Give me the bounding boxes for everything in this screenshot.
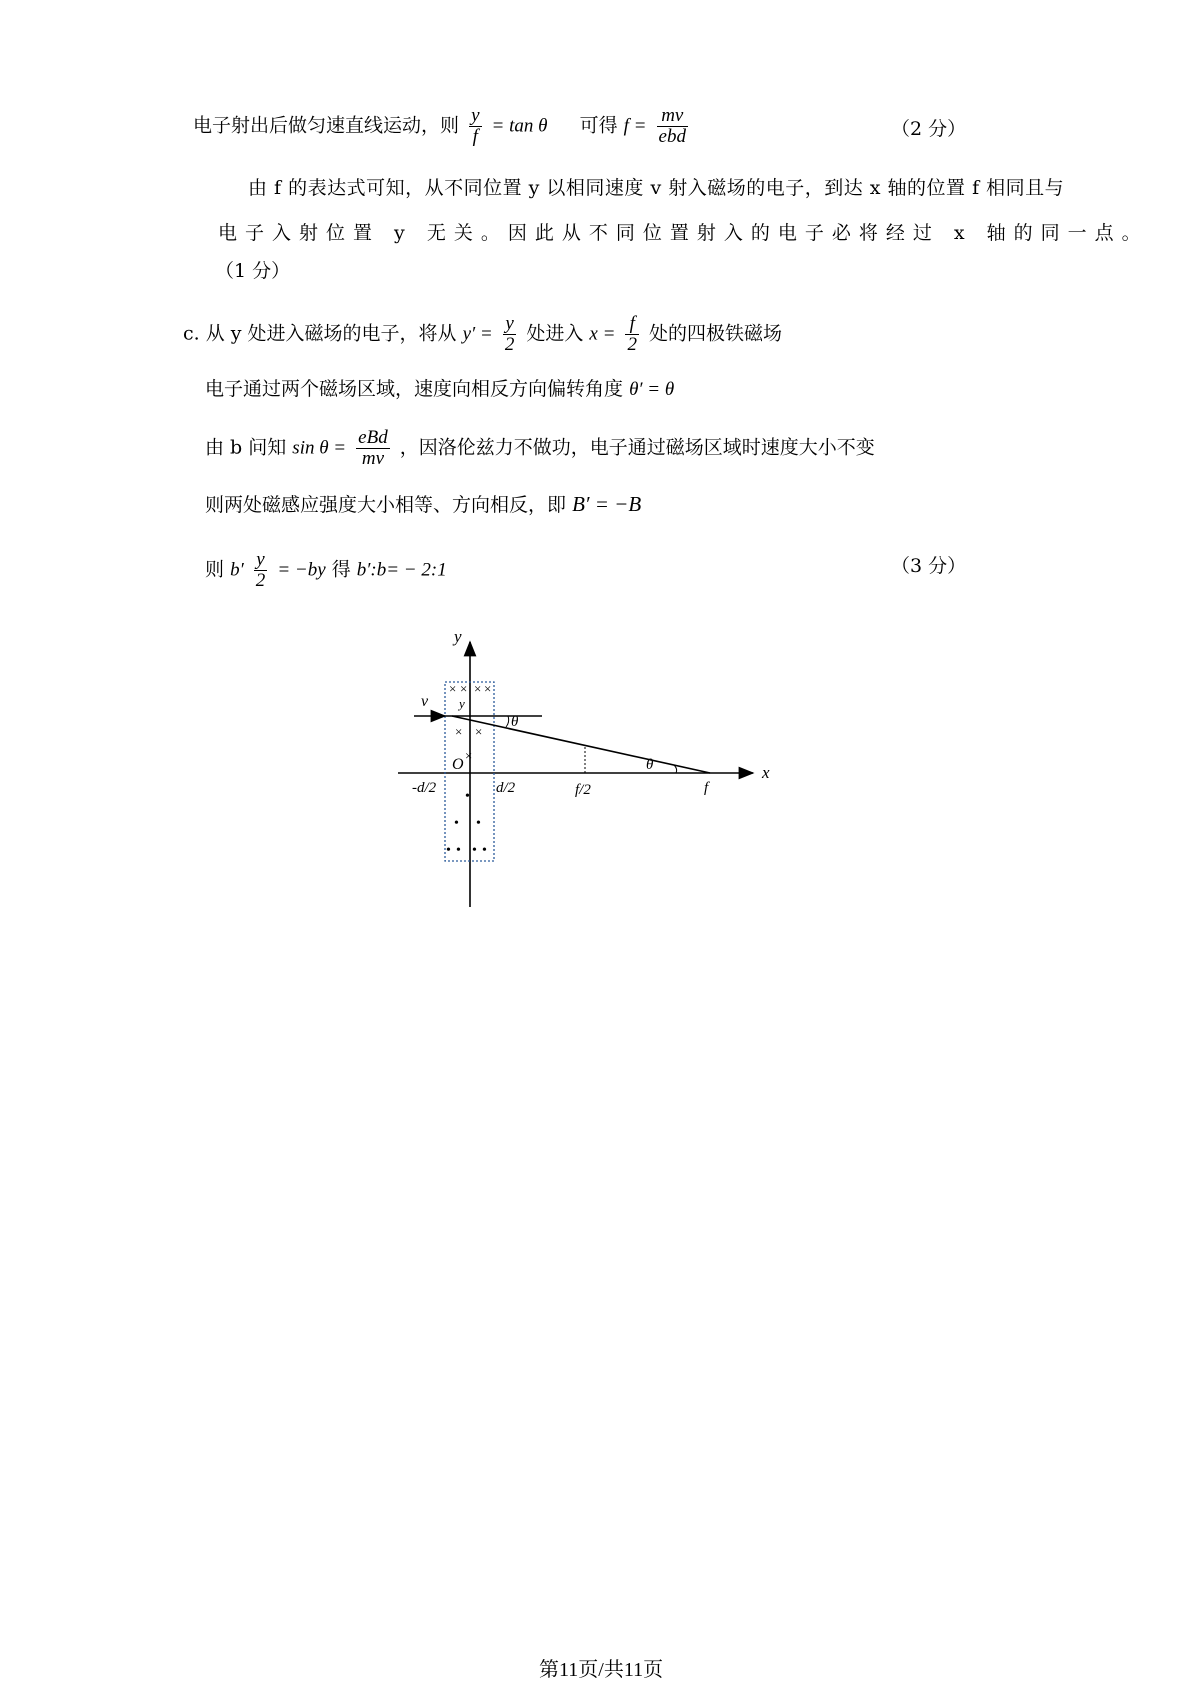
line-7-text: 由 b 问知 [205, 436, 287, 459]
label-theta-bottom: θ [646, 757, 654, 773]
dot-mark: • [476, 816, 481, 831]
cross-mark: × [465, 748, 473, 763]
cross-mark: × [455, 724, 463, 739]
ratio: b′:b= − 2:1 [356, 559, 447, 581]
line-7 [205, 428, 875, 469]
deflected-ray [452, 716, 710, 773]
fraction-mv-over-ebd [657, 106, 688, 147]
label-f: f [704, 780, 709, 796]
frac-num: y [471, 105, 480, 126]
line-5-text-b: 处进入 [526, 322, 584, 345]
dot-mark: • [472, 843, 477, 858]
line-2: 由 f 的表达式可知，从不同位置 y 以相同速度 v 射入磁场的电子，到达 x 轴的位置 f 相同且与 [248, 177, 1065, 199]
page-number: 第11页/共11页 [539, 1659, 664, 1681]
sin-theta-eq: sin θ = [292, 437, 347, 459]
line-1 [193, 106, 692, 147]
line-3: 电子入射位置 y 无关。因此从不同位置射入的电子必将经过 x 轴的同一点。 [218, 222, 1149, 244]
tan-theta-eq: = tan θ [491, 115, 548, 137]
frac-den: 2 [504, 334, 515, 355]
label-neg-d2: -d/2 [412, 780, 437, 796]
cross-mark: × [460, 681, 468, 696]
f-eq: f = [623, 115, 647, 137]
theta-eq: θ′ = θ [629, 379, 675, 400]
dot-mark: • [454, 816, 459, 831]
label-f2: f/2 [575, 782, 591, 798]
cross-mark: × [475, 724, 483, 739]
line-5-text-c: 处的四极铁磁场 [649, 322, 783, 345]
line-8-text: 则两处磁感应强度大小相等、方向相反，即 [205, 494, 567, 516]
frac-num: y [254, 550, 268, 571]
label-v: v [421, 693, 429, 710]
label-x-axis: x [762, 763, 770, 782]
fraction-f-over-2 [625, 314, 639, 355]
line-8 [205, 492, 641, 517]
dot-mark: • [465, 789, 470, 804]
line-1-keyi: 可得 [579, 114, 618, 137]
dot-mark: • [482, 843, 487, 858]
angle-arc-top [506, 716, 509, 727]
score-3: （3 分） [891, 555, 967, 577]
label-y-axis: y [454, 627, 462, 646]
label-origin: O [452, 756, 464, 773]
neg-by: = −by [277, 559, 326, 581]
dot-mark: • [456, 843, 461, 858]
line-6-text: 电子通过两个磁场区域，速度向相反方向偏转角度 [205, 378, 624, 400]
line-7-text-b: ，因洛伦兹力不做功，电子通过磁场区域时速度大小不变 [399, 436, 875, 459]
frac-num: f [625, 314, 639, 335]
fraction-eBd-over-mv [356, 428, 390, 469]
magnetic-field-diagram [390, 620, 790, 920]
line-5 [183, 314, 782, 355]
line-1-text: 电子射出后做匀速直线运动，则 [193, 114, 460, 137]
B-eq: B′ = −B [572, 492, 642, 516]
x-eq: x = [589, 323, 616, 345]
line-5-text: c. 从 y 处进入磁场的电子，将从 [183, 322, 457, 345]
frac-den: mv [361, 448, 385, 469]
fraction-y-over-2 [503, 314, 517, 355]
label-d2: d/2 [496, 780, 516, 796]
b-prime: b′ [230, 559, 244, 581]
cross-mark: × [484, 681, 492, 696]
line-4: （1 分） [215, 260, 291, 282]
frac-num: mv [657, 106, 688, 127]
frac-den: ebd [658, 126, 686, 147]
frac-num: y [503, 314, 517, 335]
y-prime-eq: y′ = [462, 323, 493, 345]
frac-den: f [472, 126, 478, 147]
dot-mark: • [446, 843, 451, 858]
fraction-y-over-f [469, 106, 481, 147]
line-9-de: 得 [331, 558, 351, 581]
fraction-y-over-2-b [254, 550, 268, 591]
score-2: （2 分） [891, 118, 967, 140]
frac-den: 2 [255, 570, 266, 591]
frac-den: 2 [627, 334, 637, 355]
line-6 [205, 377, 674, 402]
cross-mark: × [449, 681, 457, 696]
label-theta-top: θ [511, 714, 519, 730]
line-9 [205, 550, 447, 591]
frac-num: eBd [358, 427, 388, 448]
label-y-entry: y [459, 696, 465, 711]
cross-mark: × [474, 681, 482, 696]
line-9-text: 则 [205, 558, 225, 581]
